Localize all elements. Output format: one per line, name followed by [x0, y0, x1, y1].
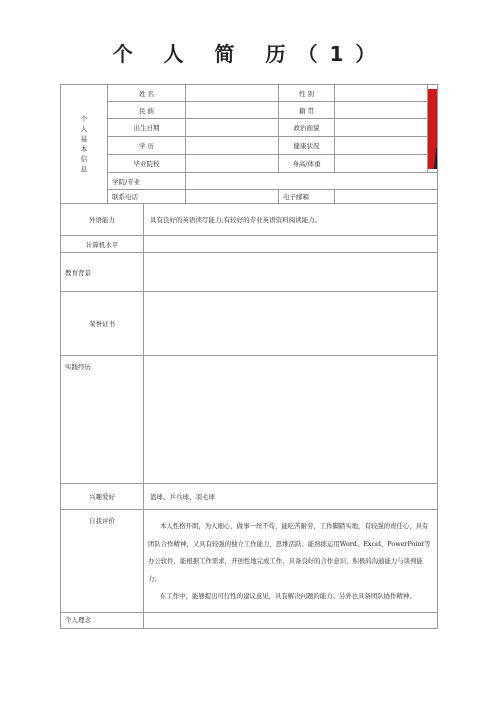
self-eval-text — [144, 510, 438, 613]
honors-value[interactable] — [144, 292, 438, 356]
language-label: 外语能力 — [61, 204, 144, 236]
row-birth — [61, 119, 438, 137]
college-major-value[interactable] — [186, 173, 438, 190]
row-computer — [61, 236, 438, 253]
computer-value[interactable] — [144, 236, 438, 253]
computer-label: 计算机水平 — [61, 236, 144, 253]
row-name — [61, 85, 438, 102]
native-place-label: 籍 贯 — [279, 102, 335, 119]
email-label: 电子邮箱 — [279, 190, 335, 204]
photo-cell — [428, 85, 438, 173]
basic-info-label: 个人基本信息 — [61, 85, 108, 204]
row-ethnicity — [61, 102, 438, 119]
self-eval-paragraph-2: 在工作中，能够提出可行性的建议意见，具有解决问题的能力；另外也具备团队协作精神。 — [160, 592, 416, 600]
row-practice — [61, 356, 438, 484]
gender-label: 性 别 — [279, 85, 335, 102]
row-language — [61, 204, 438, 236]
row-education — [61, 137, 438, 155]
email-value[interactable] — [335, 190, 438, 204]
row-ideal — [61, 612, 438, 628]
practice-value[interactable] — [144, 356, 438, 484]
political-status-value[interactable] — [335, 119, 428, 137]
college-major-label: 学院/专业 — [108, 173, 186, 190]
row-school — [61, 155, 438, 173]
row-honors — [61, 292, 438, 356]
birth-date-value[interactable] — [186, 119, 279, 137]
resume-table — [60, 84, 438, 629]
education-value[interactable] — [186, 137, 279, 155]
phone-label: 联系电话 — [108, 190, 186, 204]
row-self-eval — [61, 510, 438, 613]
native-place-value[interactable] — [335, 102, 428, 119]
height-weight-value[interactable] — [335, 155, 428, 173]
height-weight-label: 身高/体重 — [279, 155, 335, 173]
graduate-school-label: 毕业院校 — [108, 155, 186, 173]
practice-label: 实践经历 — [61, 356, 144, 484]
row-major — [61, 173, 438, 190]
row-hobbies — [61, 484, 438, 510]
row-education-bg — [61, 253, 438, 292]
honors-label: 荣誉证书 — [61, 292, 144, 356]
ethnicity-value[interactable] — [186, 102, 279, 119]
language-text: 具有良好的英语读写能力,有较好的专业英语资料阅读能力。 — [144, 204, 438, 236]
birth-date-label: 出生日期 — [108, 119, 186, 137]
education-label: 学 历 — [108, 137, 186, 155]
health-value[interactable] — [335, 137, 428, 155]
ethnicity-label: 民 族 — [108, 102, 186, 119]
name-label: 姓 名 — [108, 85, 186, 102]
page-title: 个 人 简 历（1） — [112, 42, 388, 66]
self-eval-label: 自我评价 — [61, 510, 144, 613]
hobbies-label: 兴趣爱好 — [61, 484, 144, 510]
self-eval-paragraph-1: 本人性格开朗，为人细心，做事一丝不苟，能吃苦耐劳，工作脚踏实地，有较强的责任心，具有团队合作精神，又具有较强的独立工作能力，思维活跃；能熟练运用Word、Excel、PowerPoint等办公软件，能根据工作需求，开创性地完成工作，具备良好的合作意识，积极的沟通能力与谈判能力； — [148, 522, 431, 583]
health-label: 健康状况 — [279, 137, 335, 155]
gender-value[interactable] — [335, 85, 428, 102]
education-bg-value[interactable] — [144, 253, 438, 292]
profile-photo — [428, 89, 438, 169]
name-value[interactable] — [186, 85, 279, 102]
hobbies-text: 篮球、乒乓球、羽毛球 — [144, 484, 438, 510]
ideal-label: 个人理念 — [61, 612, 144, 628]
graduate-school-value[interactable] — [186, 155, 279, 173]
ideal-value[interactable] — [144, 612, 438, 628]
row-contact — [61, 190, 438, 204]
education-bg-label: 教育背景 — [61, 253, 144, 292]
political-status-label: 政治面貌 — [279, 119, 335, 137]
phone-value[interactable] — [186, 190, 279, 204]
